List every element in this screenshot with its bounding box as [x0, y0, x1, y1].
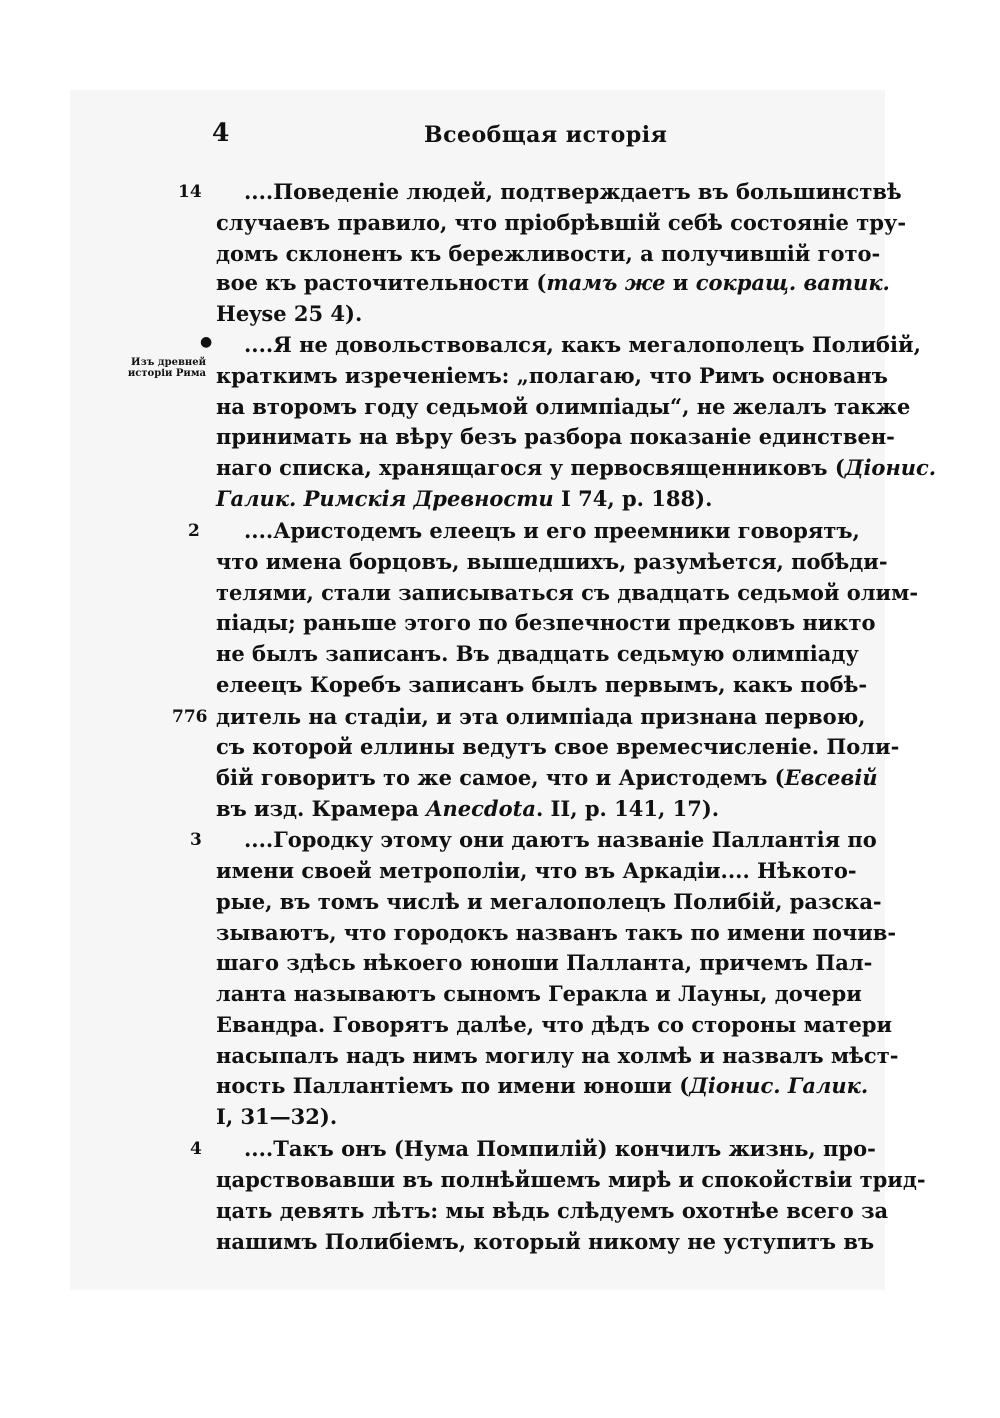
text-line	[216, 763, 878, 793]
text-span: I 74, p. 188).	[553, 486, 713, 511]
text-line: телями, стали записываться съ двадцать седьмой олим-	[216, 580, 919, 605]
text-line: ....Аристодемъ елеецъ и его преемники говорятъ,	[244, 518, 860, 543]
text-line: нашимъ Полибіемъ, который никому не уступитъ въ	[216, 1229, 875, 1254]
text-line: шаго здѣсь нѣкоего юноши Палланта, причемъ Пал-	[216, 950, 873, 975]
text-line: случаевъ правило, что пріобрѣвшій себѣ состояніе тру-	[216, 210, 907, 235]
text-line: не былъ записанъ. Въ двадцать седьмую олимпіаду	[216, 641, 859, 666]
text-span: вое къ расточительности (	[216, 270, 547, 295]
text-line	[216, 268, 890, 298]
text-line: елеецъ Коребъ записанъ былъ первымъ, какъ побѣ-	[216, 672, 868, 697]
italic-ref: тамъ же	[546, 270, 666, 295]
text-line: ....Поведеніе людей, подтверждаетъ въ большинствѣ	[244, 179, 902, 204]
text-line: ....Я не довольствовался, какъ мегалополецъ Полибій,	[244, 332, 921, 357]
text-line	[216, 794, 838, 824]
text-line: царствовавши въ полнѣйшемъ мирѣ и спокойствіи трид-	[216, 1167, 926, 1192]
running-title: Всеобщая исторія	[424, 122, 668, 148]
text-line: рые, въ томъ числѣ и мегалополецъ Полибій, разска-	[216, 889, 882, 914]
text-line: домъ склоненъ къ бережливости, а получившій гото-	[216, 241, 881, 266]
text-line: краткимъ изреченіемъ: „полагаю, что Римъ основанъ	[216, 363, 888, 388]
text-line: зываютъ, что городокъ названъ такъ по имени почив-	[216, 920, 897, 945]
margin-bullet: ●	[200, 334, 213, 350]
text-line: ....Городку этому они даютъ названіе Паллантія по	[244, 827, 877, 852]
italic-ref: Діонис. Галик.	[689, 1073, 869, 1098]
text-span: . II, p. 141, 17).	[535, 796, 720, 821]
text-line: цать девять лѣтъ: мы вѣдь слѣдуемъ охотнѣе всего за	[216, 1198, 889, 1223]
margin-number: 4	[190, 1139, 202, 1159]
text-line: I, 31—32).	[216, 1104, 338, 1129]
text-line	[216, 484, 838, 514]
text-span: бій говоритъ то же самое, что и Аристодемъ (	[216, 765, 785, 790]
side-note-line: Изъ древней	[130, 357, 206, 368]
italic-ref: Евсевій	[784, 765, 878, 790]
page-number: 4	[212, 118, 230, 147]
margin-number: 3	[190, 830, 202, 850]
text-span: ность Паллантіемъ по имени юноши (	[216, 1073, 690, 1098]
text-line: насыпалъ надъ нимъ могилу на холмѣ и назвалъ мѣст-	[216, 1043, 899, 1068]
text-line: Heyse 25 4).	[216, 301, 363, 326]
text-line: принимать на вѣру безъ разбора показаніе единствен-	[216, 424, 895, 449]
margin-number: 776	[172, 707, 208, 727]
text-line: піады; раньше этого по безпечности предковъ никто	[216, 610, 876, 635]
text-line: съ которой еллины ведутъ свое времесчисленіе. Поли-	[216, 734, 900, 759]
italic-ref: сокращ. ватик.	[695, 270, 890, 295]
text-line	[216, 1071, 869, 1101]
text-line: имени своей метрополіи, что въ Аркадіи.... Нѣкото-	[216, 858, 857, 883]
side-note-line: исторіи Рима	[127, 368, 206, 379]
text-span: и	[665, 270, 696, 295]
margin-number: 2	[188, 521, 200, 541]
margin-number: 14	[178, 182, 202, 202]
text-span: наго списка, хранящагося у первосвященниковъ (	[216, 455, 845, 480]
italic-ref: Anecdota	[426, 796, 536, 821]
text-line: ланта называютъ сыномъ Геракла и Лауны, дочери	[216, 981, 862, 1006]
text-span: въ изд. Крамера	[216, 796, 427, 821]
italic-ref: Галик. Римскія Древности	[216, 486, 554, 511]
text-line: ....Такъ онъ (Нума Помпилій) кончилъ жизнь, про-	[244, 1136, 876, 1161]
text-line	[216, 453, 937, 483]
italic-ref: Діонис.	[844, 455, 937, 480]
text-line: на второмъ году седьмой олимпіады“, не желалъ также	[216, 394, 911, 419]
text-line: что имена борцовъ, вышедшихъ, разумѣется, побѣди-	[216, 549, 888, 574]
text-line: Евандра. Говорятъ далѣе, что дѣдъ со стороны матери	[216, 1012, 893, 1037]
side-note	[108, 357, 206, 379]
text-line: дитель на стадіи, и эта олимпіада признана первою,	[216, 704, 866, 729]
